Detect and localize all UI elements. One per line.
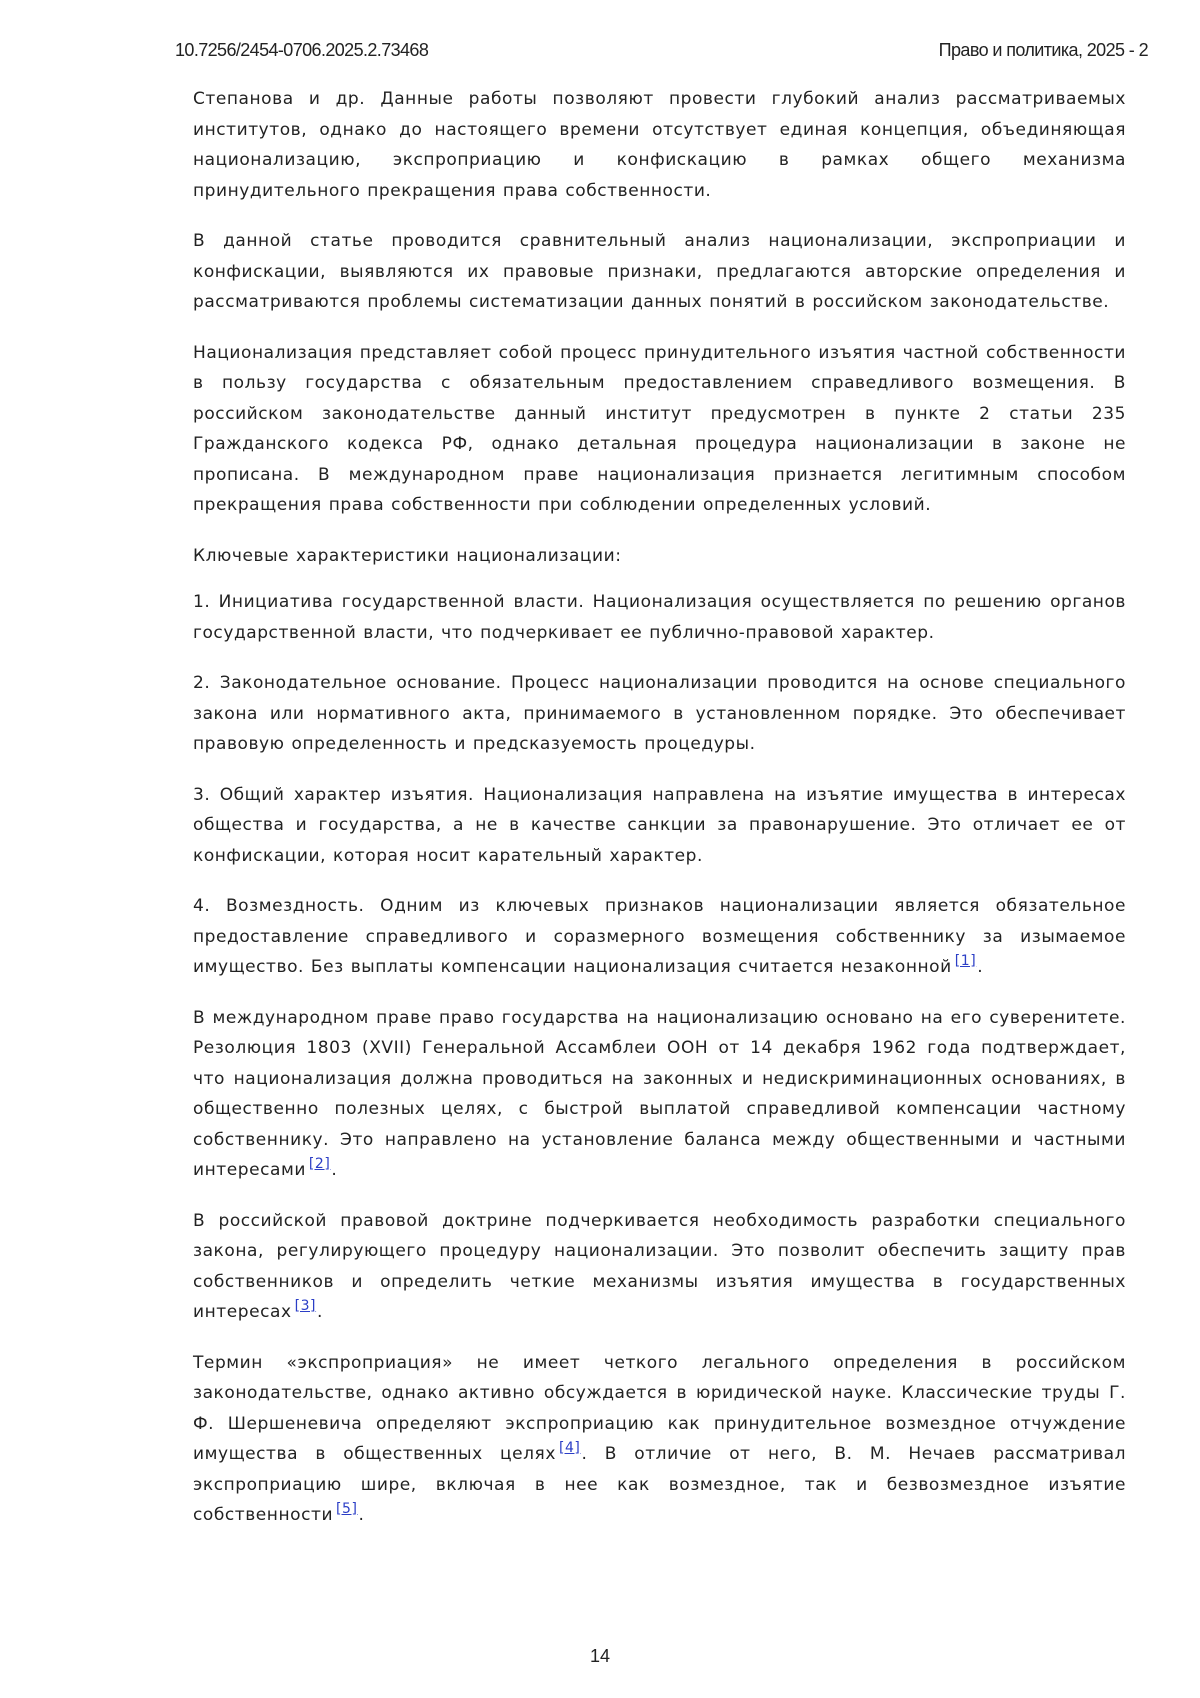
paragraph bbox=[193, 338, 1126, 521]
footnote-link-5[interactable]: [5] bbox=[336, 1501, 358, 1517]
paragraph bbox=[193, 1348, 1126, 1531]
page-header bbox=[175, 36, 1148, 64]
footnote-link-3[interactable]: [3] bbox=[294, 1298, 317, 1314]
paragraph-text: Степанова и др. Данные работы позволяют провести глубокий анализ рассматриваемых институтов, однако до настоящего времени отсутствует единая концепция, объединяющая национализацию, экспроприацию и конфискацию в рамках общего механизма принудительного прекращения права собственности. bbox=[193, 89, 1126, 201]
paragraph-text-tail: . bbox=[331, 1160, 338, 1180]
paragraph bbox=[193, 1003, 1126, 1186]
footnote-link-2[interactable]: [2] bbox=[308, 1156, 331, 1172]
paragraph-text-tail: . bbox=[977, 957, 984, 977]
footnote-ref-5 bbox=[336, 1501, 357, 1517]
paragraph-text: 4. Возмездность. Одним из ключевых признаков национализации является обязательное предоставление справедливого и соразмерного возмещения собственнику за изымаемое имущество. Без выплаты компенсации национализация считается незаконной bbox=[193, 896, 1126, 977]
list-item bbox=[193, 668, 1126, 760]
paragraph-text: Ключевые характеристики национализации: bbox=[193, 545, 622, 566]
paragraph bbox=[193, 1206, 1126, 1328]
paragraph bbox=[193, 226, 1126, 318]
footnote-link-4[interactable]: [4] bbox=[558, 1440, 581, 1456]
footnote-ref-1 bbox=[955, 953, 976, 969]
paragraph-text: В международном праве право государства на национализацию основано на его суверенитете. Резолюция 1803 (XVII) Генеральной Ассамблеи ООН от 14 декабря 1962 года подтверждает, что национализация должна проводиться на законных и недискриминационных основаниях, в общественно полезных целях, с быстрой выплатой справедливой компенсации частному собственнику. Это направлено на установление баланса между общественными и частными интересами bbox=[193, 1007, 1126, 1180]
list-item bbox=[193, 891, 1126, 983]
paragraph-text: 1. Инициатива государственной власти. Национализация осуществляется по решению органов государственной власти, что подчеркивает ее публично-правовой характер. bbox=[193, 592, 1126, 643]
page-number: 14 bbox=[589, 1646, 611, 1666]
article-body bbox=[193, 84, 1126, 1551]
paragraph-text: Национализация представляет собой процесс принудительного изъятия частной собственности в пользу государства с обязательным предоставлением справедливого возмещения. В российском законодательстве данный институт предусмотрен в пункте 2 статьи 235 Гражданского кодекса РФ, однако детальная процедура национализации в законе не прописана. В международном праве национализация признается легитимным способом прекращения права собственности при соблюдении определенных условий. bbox=[193, 342, 1126, 515]
footnote-ref-2 bbox=[309, 1156, 330, 1172]
footnote-ref-4 bbox=[559, 1440, 580, 1456]
page-footer bbox=[0, 1646, 1200, 1667]
paragraph-text-middle: . В отличие от него, В. М. Нечаев рассматривал экспроприацию шире, включая в нее как возмездное, так и безвозмездное изъятие собственности bbox=[193, 1444, 1126, 1525]
doi-label: 10.7256/2454-0706.2025.2.73468 bbox=[175, 39, 429, 60]
paragraph-text: В российской правовой доктрине подчеркивается необходимость разработки специального закона, регулирующего процедуру национализации. Это позволит обеспечить защиту прав собственников и определить четкие механизмы изъятия имущества в государственных интересах bbox=[193, 1210, 1126, 1322]
list-item bbox=[193, 780, 1126, 872]
paragraph-text: Термин «экспроприация» не имеет четкого легального определения в российском законодательстве, однако активно обсуждается в юридической науке. Классические труды Г. Ф. Шершеневича определяют экспроприацию как принудительное возмездное отчуждение имущества в общественных целях bbox=[193, 1352, 1126, 1464]
footnote-link-1[interactable]: [1] bbox=[954, 953, 977, 969]
paragraph bbox=[193, 84, 1126, 206]
list-item bbox=[193, 587, 1126, 648]
journal-label: Право и политика, 2025 - 2 bbox=[938, 39, 1148, 60]
paragraph-text-tail: . bbox=[317, 1302, 324, 1322]
paragraph-text-tail: . bbox=[358, 1505, 365, 1525]
paragraph-text: В данной статье проводится сравнительный анализ национализации, экспроприации и конфискации, выявляются их правовые признаки, предлагаются авторские определения и рассматриваются проблемы систематизации данных понятий в российском законодательстве. bbox=[193, 231, 1126, 312]
footnote-ref-3 bbox=[295, 1298, 316, 1314]
paragraph-text: 2. Законодательное основание. Процесс национализации проводится на основе специального закона или нормативного акта, принимаемого в установленном порядке. Это обеспечивает правовую определенность и предсказуемость процедуры. bbox=[193, 673, 1126, 754]
list-intro bbox=[193, 541, 1126, 572]
paragraph-text: 3. Общий характер изъятия. Национализация направлена на изъятие имущества в интересах общества и государства, а не в качестве санкции за правонарушение. Это отличает ее от конфискации, которая носит карательный характер. bbox=[193, 784, 1126, 866]
